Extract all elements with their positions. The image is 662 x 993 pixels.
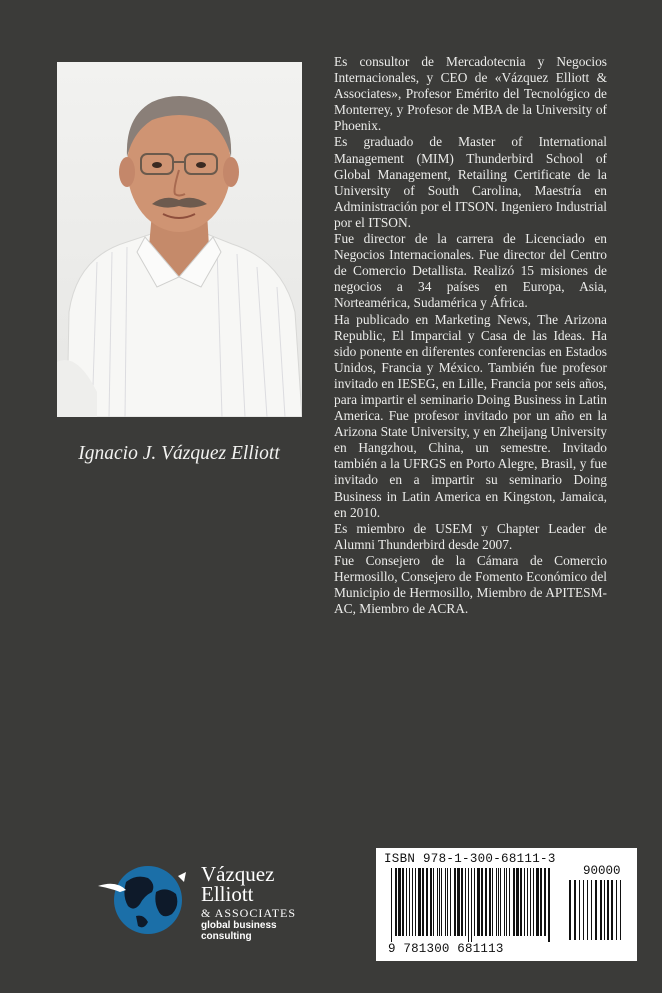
barcode-bar	[620, 880, 621, 940]
barcode-bar	[422, 868, 424, 936]
barcode-bar	[489, 868, 491, 936]
barcode-bar	[604, 880, 605, 940]
barcode-bar	[500, 868, 501, 936]
logo-line-2: Elliott	[201, 882, 254, 906]
barcode-bar	[457, 868, 460, 936]
barcode-bar	[591, 880, 592, 940]
logo-tagline: global business consulting	[201, 920, 277, 942]
barcode-bar	[520, 868, 522, 936]
barcode-bar	[540, 868, 542, 936]
barcode-bar	[481, 868, 483, 936]
barcode-bar	[533, 868, 534, 936]
barcode-bar	[492, 868, 493, 936]
barcode-bar	[544, 868, 546, 936]
bio-paragraph: Fue director de la carrera de Licenciado en Negocios Internacionales. Fue director del Centro de Comercio Detallista. Realizó 15 misiones de negocios a 34 países en Europa, Asia, Norteamérica, Sudamérica y África.	[334, 231, 607, 311]
barcode-bar	[406, 868, 407, 936]
barcode-bar	[454, 868, 456, 936]
barcode-bar	[461, 868, 463, 936]
logo-wordmark	[201, 864, 274, 904]
barcode-bar	[583, 880, 584, 940]
barcode-bar	[524, 868, 525, 936]
globe-icon	[96, 862, 196, 937]
barcode-bar	[437, 868, 438, 936]
barcode-bar	[616, 880, 617, 940]
barcode-bar	[439, 868, 440, 936]
barcode-bar	[513, 868, 515, 936]
barcode-bar	[426, 868, 428, 936]
barcode-bar	[465, 868, 466, 936]
bio-paragraph: Es consultor de Mercadotecnia y Negocios Internacionales, y CEO de «Vázquez Elliott & Associates», Profesor Emérito del Tecnológico de Monterrey, y Profesor de MBA de la University of Phoenix.	[334, 54, 607, 134]
barcode-bar	[445, 868, 446, 936]
isbn-barcode	[376, 848, 637, 961]
author-portrait-illustration	[57, 62, 302, 417]
bio-paragraph: Fue Consejero de la Cámara de Comercio Hermosillo, Consejero de Fomento Económico del Municipio de Hermosillo, Miembro de APITESM-AC, Miembro de ACRA.	[334, 552, 607, 617]
barcode-bar	[418, 868, 421, 936]
barcode-bar	[450, 868, 451, 936]
price-code: 90000	[583, 864, 621, 878]
publisher-logo	[96, 862, 326, 942]
author-bio	[334, 54, 607, 617]
barcode-bar	[398, 868, 401, 936]
bio-paragraph: Es graduado de Master of International Management (MIM) Thunderbird School of Global Management, Retailing Certificate de la University of South Carolina, Maestría en Administración por el ITSON. Ingeniero Industrial por el ITSON.	[334, 134, 607, 230]
barcode-bar	[569, 880, 571, 940]
barcode-bar	[474, 868, 475, 936]
barcode-bar	[433, 868, 434, 936]
barcode-bar	[536, 868, 539, 936]
barcode-bar	[477, 868, 480, 936]
author-name: Ignacio J. Vázquez Elliott	[78, 443, 280, 464]
isbn-label: ISBN 978-1-300-68111-3	[384, 852, 556, 866]
barcode-bar	[579, 880, 580, 940]
barcode-bar	[504, 868, 505, 936]
barcode-bar	[430, 868, 432, 936]
barcode-bar	[441, 868, 442, 936]
barcode-bar	[587, 880, 588, 940]
ean-digits: 9 781300 681113	[388, 942, 504, 956]
barcode-bar	[600, 880, 602, 940]
barcode-bar	[415, 868, 416, 936]
logo-associates: & ASSOCIATES	[201, 906, 297, 920]
barcode-bar	[447, 868, 448, 936]
bio-paragraph: Ha publicado en Marketing News, The Arizona Republic, El Imparcial y Casa de las Ideas. Ha sido ponente en diferentes conferencias en Estados Unidos, Francia y México. También fue profesor invitado en IESEG, en Lille, Francia por seis años, para impartir el seminario Doing Business in Latin America. Fue profesor invitado por un año en la Arizona State University, y en Zheijang University en Hangzhou, China, un semestre. Invitado también a la UFRGS en Porto Alegre, Brasil, y fue invitado en a impartir su seminario Doing Business in Latin America en Kingston, Jamaica, en 2010.	[334, 311, 607, 520]
barcode-bar	[611, 880, 613, 940]
barcode-bar	[595, 880, 597, 940]
barcode-bar	[548, 868, 550, 942]
barcode-bar	[530, 868, 531, 936]
barcode-bar	[395, 868, 397, 936]
barcode-bar	[496, 868, 497, 936]
barcode-bar	[412, 868, 413, 936]
barcode-bar	[471, 868, 472, 942]
barcode-bars	[391, 868, 623, 942]
barcode-bar	[485, 868, 487, 936]
barcode-bar	[574, 880, 576, 940]
barcode-bar	[506, 868, 507, 936]
bio-paragraph: Es miembro de USEM y Chapter Leader de Alumni Thunderbird desde 2007.	[334, 520, 607, 552]
barcode-bar	[391, 868, 392, 942]
barcode-bar	[498, 868, 499, 936]
barcode-bar	[409, 868, 410, 936]
logo-line-1: Vázquez	[201, 862, 275, 886]
barcode-bar	[607, 880, 609, 940]
barcode-bar	[402, 868, 404, 936]
barcode-bar	[527, 868, 528, 936]
author-photo	[57, 62, 302, 417]
barcode-bar	[468, 868, 469, 942]
barcode-bar	[509, 868, 510, 936]
barcode-bar	[516, 868, 519, 936]
